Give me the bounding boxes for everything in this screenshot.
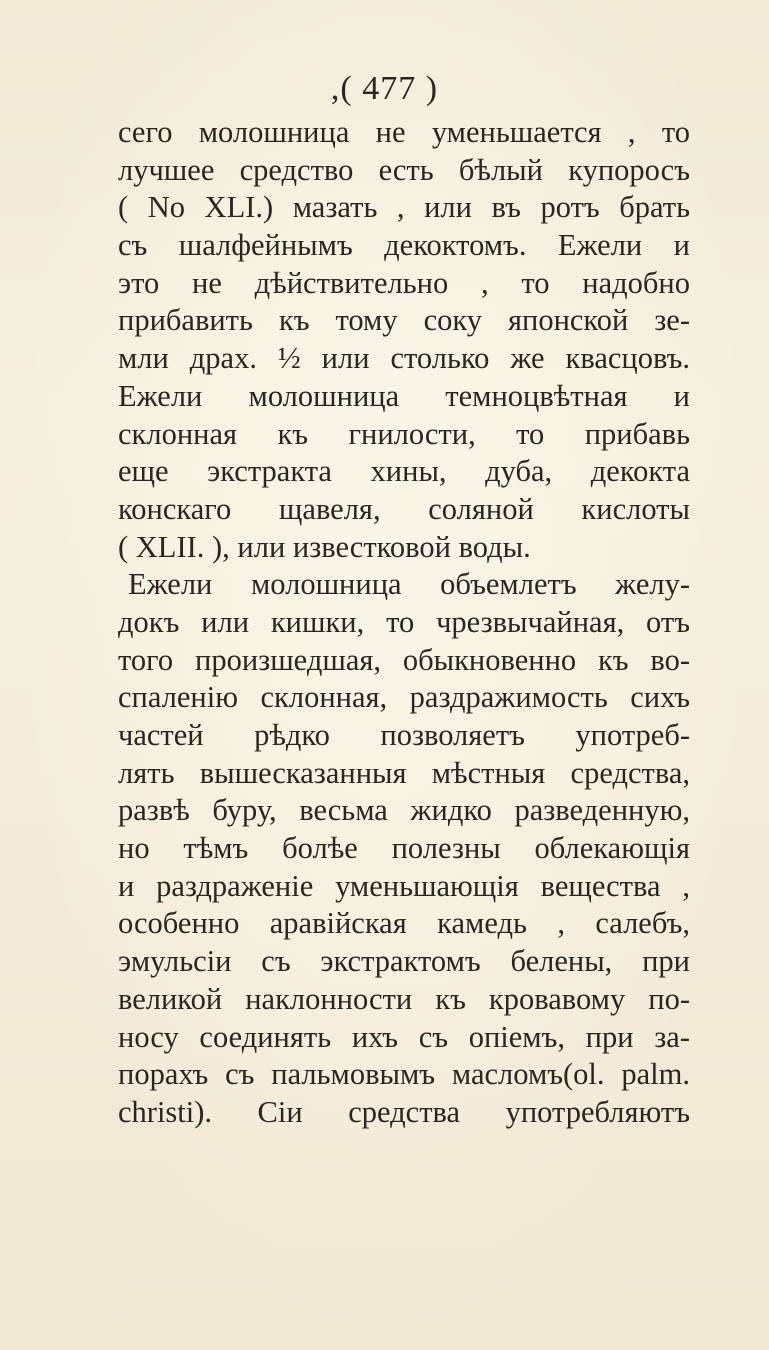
text-line: спаленію склонная, раздражимость сихъ <box>118 680 690 715</box>
text-line: сего молошница не уменьшается , то <box>118 115 690 149</box>
text-line: ( XLII. ), или известковой воды. <box>118 529 531 564</box>
text-line: склонная къ гнилости, то прибавь <box>118 416 690 451</box>
text-line: порахъ съ пальмовымъ масломъ(ol. palm. <box>118 1057 690 1092</box>
text-line: мли драх. ½ или столько же квасцовъ. <box>118 341 690 376</box>
text-line: частей рѣдко позволяетъ употреб- <box>118 718 690 752</box>
text-line: конскаго щавеля, соляной кислоты <box>118 491 690 526</box>
text-line: лучшее средство есть бѣлый купоросъ <box>118 152 690 187</box>
text-line: особенно аравійская камедь , салебъ, <box>118 906 690 941</box>
text-line: того произшедшая, обыкновенно къ во- <box>118 642 690 677</box>
text-line: эмульсіи съ экстрактомъ белены, при <box>118 944 690 979</box>
body-text <box>118 114 690 1132</box>
text-line: Ежели молошница темноцвѣтная и <box>118 378 690 413</box>
text-line: носу соединять ихъ съ опіемъ, при за- <box>118 1019 690 1054</box>
text-line: лять вышесказанныя мѣстныя средства, <box>118 755 690 790</box>
text-line: ( No XLI.) мазать , или въ ротъ брать <box>118 190 690 225</box>
text-line: докъ или кишки, то чрезвычайная, отъ <box>118 604 690 639</box>
text-line: развѣ буру, весьма жидко разведенную, <box>118 793 690 828</box>
text-line: и раздраженіе уменьшающія вещества , <box>118 868 690 903</box>
text-line: christi). Сіи средства употребляютъ <box>118 1094 690 1129</box>
text-line: еще экстракта хины, дуба, декокта <box>118 454 690 489</box>
page-number: ,( 477 ) <box>330 70 439 107</box>
text-line: великой наклонности къ кровавому по- <box>118 981 690 1016</box>
text-line: съ шалфейнымъ декоктомъ. Ежели и <box>118 228 690 263</box>
text-line: но тѣмъ болѣе полезны облекающія <box>118 831 690 866</box>
text-line: прибавить къ тому соку японской зе- <box>118 303 690 338</box>
text-line: Ежели молошница объемлетъ желу- <box>128 567 690 602</box>
text-line: это не дѣйствительно , то надобно <box>118 265 690 300</box>
